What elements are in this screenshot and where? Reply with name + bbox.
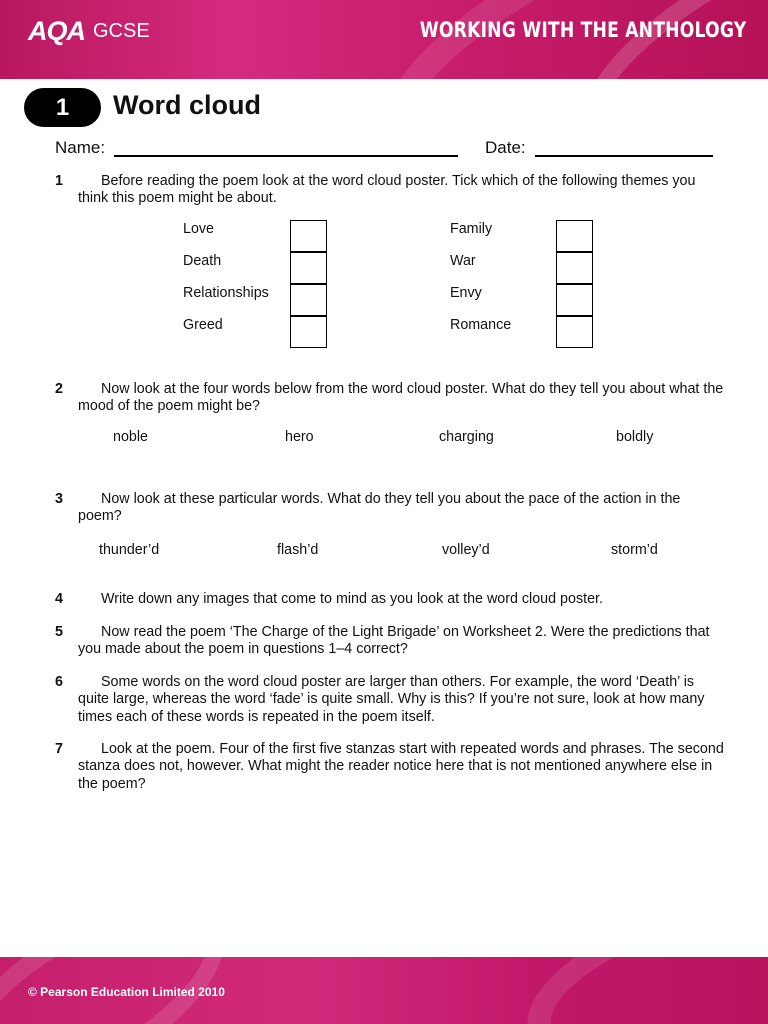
name-label: Name: bbox=[55, 138, 106, 157]
header-banner bbox=[0, 0, 768, 79]
question-3 bbox=[55, 491, 725, 526]
pace-word-stormed: storm’d bbox=[611, 542, 658, 558]
tick-box-envy[interactable] bbox=[556, 284, 593, 316]
question-4 bbox=[55, 591, 725, 608]
tick-box-death[interactable] bbox=[290, 252, 327, 284]
question-text: Look at the poem. Four of the first five stanzas start with repeated words and phrases. The second stanza does not, however. What might the reader notice here that is not mentioned anywhere else in the poem? bbox=[78, 741, 724, 792]
tick-box-relationships[interactable] bbox=[290, 284, 327, 316]
question-2 bbox=[55, 381, 725, 416]
theme-label-death: Death bbox=[183, 253, 222, 269]
tick-box-family[interactable] bbox=[556, 220, 593, 252]
question-text: Write down any images that come to mind as you look at the word cloud poster. bbox=[101, 591, 603, 607]
question-text: Before reading the poem look at the word cloud poster. Tick which of the following themes you think this poem might be about. bbox=[78, 173, 696, 207]
theme-label-greed: Greed bbox=[183, 317, 223, 333]
mood-word-charging: charging bbox=[439, 429, 494, 445]
question-6 bbox=[55, 674, 725, 726]
date-field-line[interactable] bbox=[535, 155, 713, 157]
theme-label-relationships: Relationships bbox=[183, 285, 269, 301]
pace-word-thundered: thunder’d bbox=[99, 542, 160, 558]
mood-word-noble: noble bbox=[113, 429, 148, 445]
worksheet-title: Word cloud bbox=[113, 90, 261, 120]
theme-label-romance: Romance bbox=[450, 317, 512, 333]
pace-word-volleyed: volley’d bbox=[442, 542, 490, 558]
pace-word-flashed: flash’d bbox=[277, 542, 319, 558]
footer-swoosh-decoration-2 bbox=[505, 957, 768, 1024]
theme-label-envy: Envy bbox=[450, 285, 482, 301]
tick-box-romance[interactable] bbox=[556, 316, 593, 348]
question-5 bbox=[55, 624, 725, 659]
worksheet-number-badge: 1 bbox=[24, 88, 101, 127]
aqa-logo bbox=[28, 16, 150, 46]
question-1 bbox=[55, 173, 725, 208]
question-number: 1 bbox=[55, 173, 63, 189]
mood-word-hero: hero bbox=[285, 429, 314, 445]
question-7 bbox=[55, 741, 725, 793]
theme-label-war: War bbox=[450, 253, 476, 269]
footer-banner bbox=[0, 957, 768, 1024]
question-number: 7 bbox=[55, 741, 63, 757]
question-number: 5 bbox=[55, 624, 63, 640]
mood-word-boldly: boldly bbox=[616, 429, 654, 445]
tick-box-love[interactable] bbox=[290, 220, 327, 252]
gcse-label: GCSE bbox=[93, 19, 150, 42]
question-number: 4 bbox=[55, 591, 63, 607]
tick-box-war[interactable] bbox=[556, 252, 593, 284]
tick-box-greed[interactable] bbox=[290, 316, 327, 348]
aqa-logo-mark: AQA bbox=[28, 15, 85, 46]
question-text: Now look at these particular words. What do they tell you about the pace of the action in the poem? bbox=[78, 491, 681, 525]
theme-label-family: Family bbox=[450, 221, 493, 237]
question-text: Now read the poem ‘The Charge of the Light Brigade’ on Worksheet 2. Were the predictions that you made about the poem in questions 1–4 correct? bbox=[78, 624, 710, 658]
question-number: 3 bbox=[55, 491, 63, 507]
copyright-notice: © Pearson Education Limited 2010 bbox=[28, 985, 225, 999]
question-number: 6 bbox=[55, 674, 63, 690]
theme-label-love: Love bbox=[183, 221, 215, 237]
banner-title: WORKING WITH THE ANTHOLOGY bbox=[419, 18, 746, 42]
question-text: Some words on the word cloud poster are larger than others. For example, the word ‘Death’ is quite large, whereas the word ‘fade’ is quite small. Why is this? If you’re not sure, look at how many times each of these words is repeated in the poem itself. bbox=[78, 674, 705, 725]
date-label: Date: bbox=[485, 138, 526, 157]
name-field-line[interactable] bbox=[114, 155, 458, 157]
question-number: 2 bbox=[55, 381, 63, 397]
question-text: Now look at the four words below from the word cloud poster. What do they tell you about what the mood of the poem might be? bbox=[78, 381, 724, 415]
